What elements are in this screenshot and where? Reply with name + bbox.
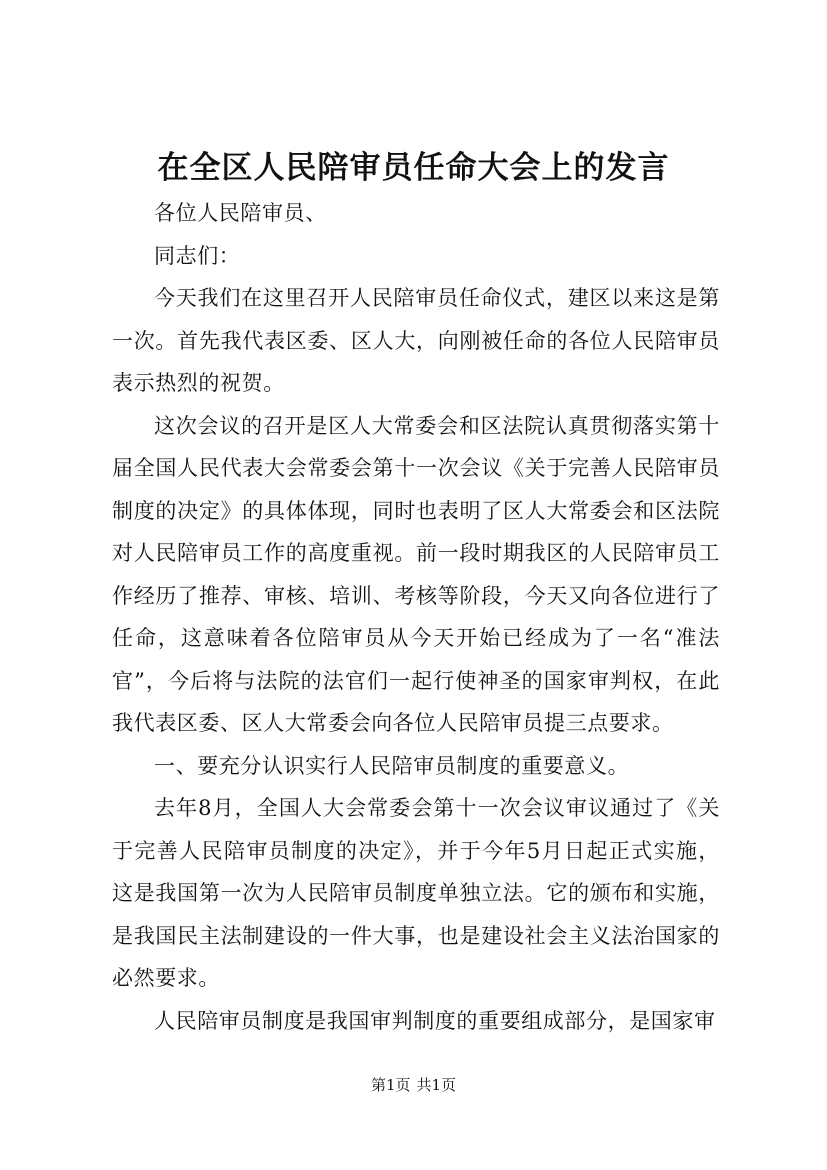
document-title: 在全区人民陪审员任命大会上的发言 [157,150,670,186]
page-number: 第1页 [370,1076,411,1094]
section-heading: 一、要充分认识实行人民陪审员制度的重要意义。 [154,753,630,778]
paragraph: 去年8月，全国人大会常委会第十一次会议审议通过了《关于完善人民陪审员制度的决定》，并于今年5月日起正式实施，这是我国第一次为人民陪审员制度单独立法。它的颁布和实施，是我国民主法制建设的一件大事，也是建设社会主义法治国家的必然要求。 [112,796,720,990]
salutation-line-1: 各位人民陪审员、 [154,201,327,225]
paragraph: 今天我们在这里召开人民陪审员任命仪式，建区以来这是第一次。首先我代表区委、区人大，向刚被任命的各位人民陪审员表示热烈的祝贺。 [112,286,720,395]
paragraph: 人民陪审员制度是我国审判制度的重要组成部分，是国家审 [154,1008,716,1033]
page-total: 共1页 [416,1076,457,1094]
paragraph: 这次会议的召开是区人大常委会和区法院认真贯彻落实第十届全国人民代表大会常委会第十一次会议《关于完善人民陪审员制度的决定》的具体体现，同时也表明了区人大常委会和区法院对人民陪审员工作的高度重视。前一段时期我区的人民陪审员工作经历了推荐、审核、培训、考核等阶段，今天又向各位进行了任命，这意味着各位陪审员从今天开始已经成为了一名“准法官”，今后将与法院的法官们一起行使神圣的国家审判权，在此我代表区委、区人大常委会向各位人民陪审员提三点要求。 [112,413,720,735]
document-body [112,192,720,1042]
salutation-line-2: 同志们： [154,243,241,268]
page-footer [0,1074,827,1096]
